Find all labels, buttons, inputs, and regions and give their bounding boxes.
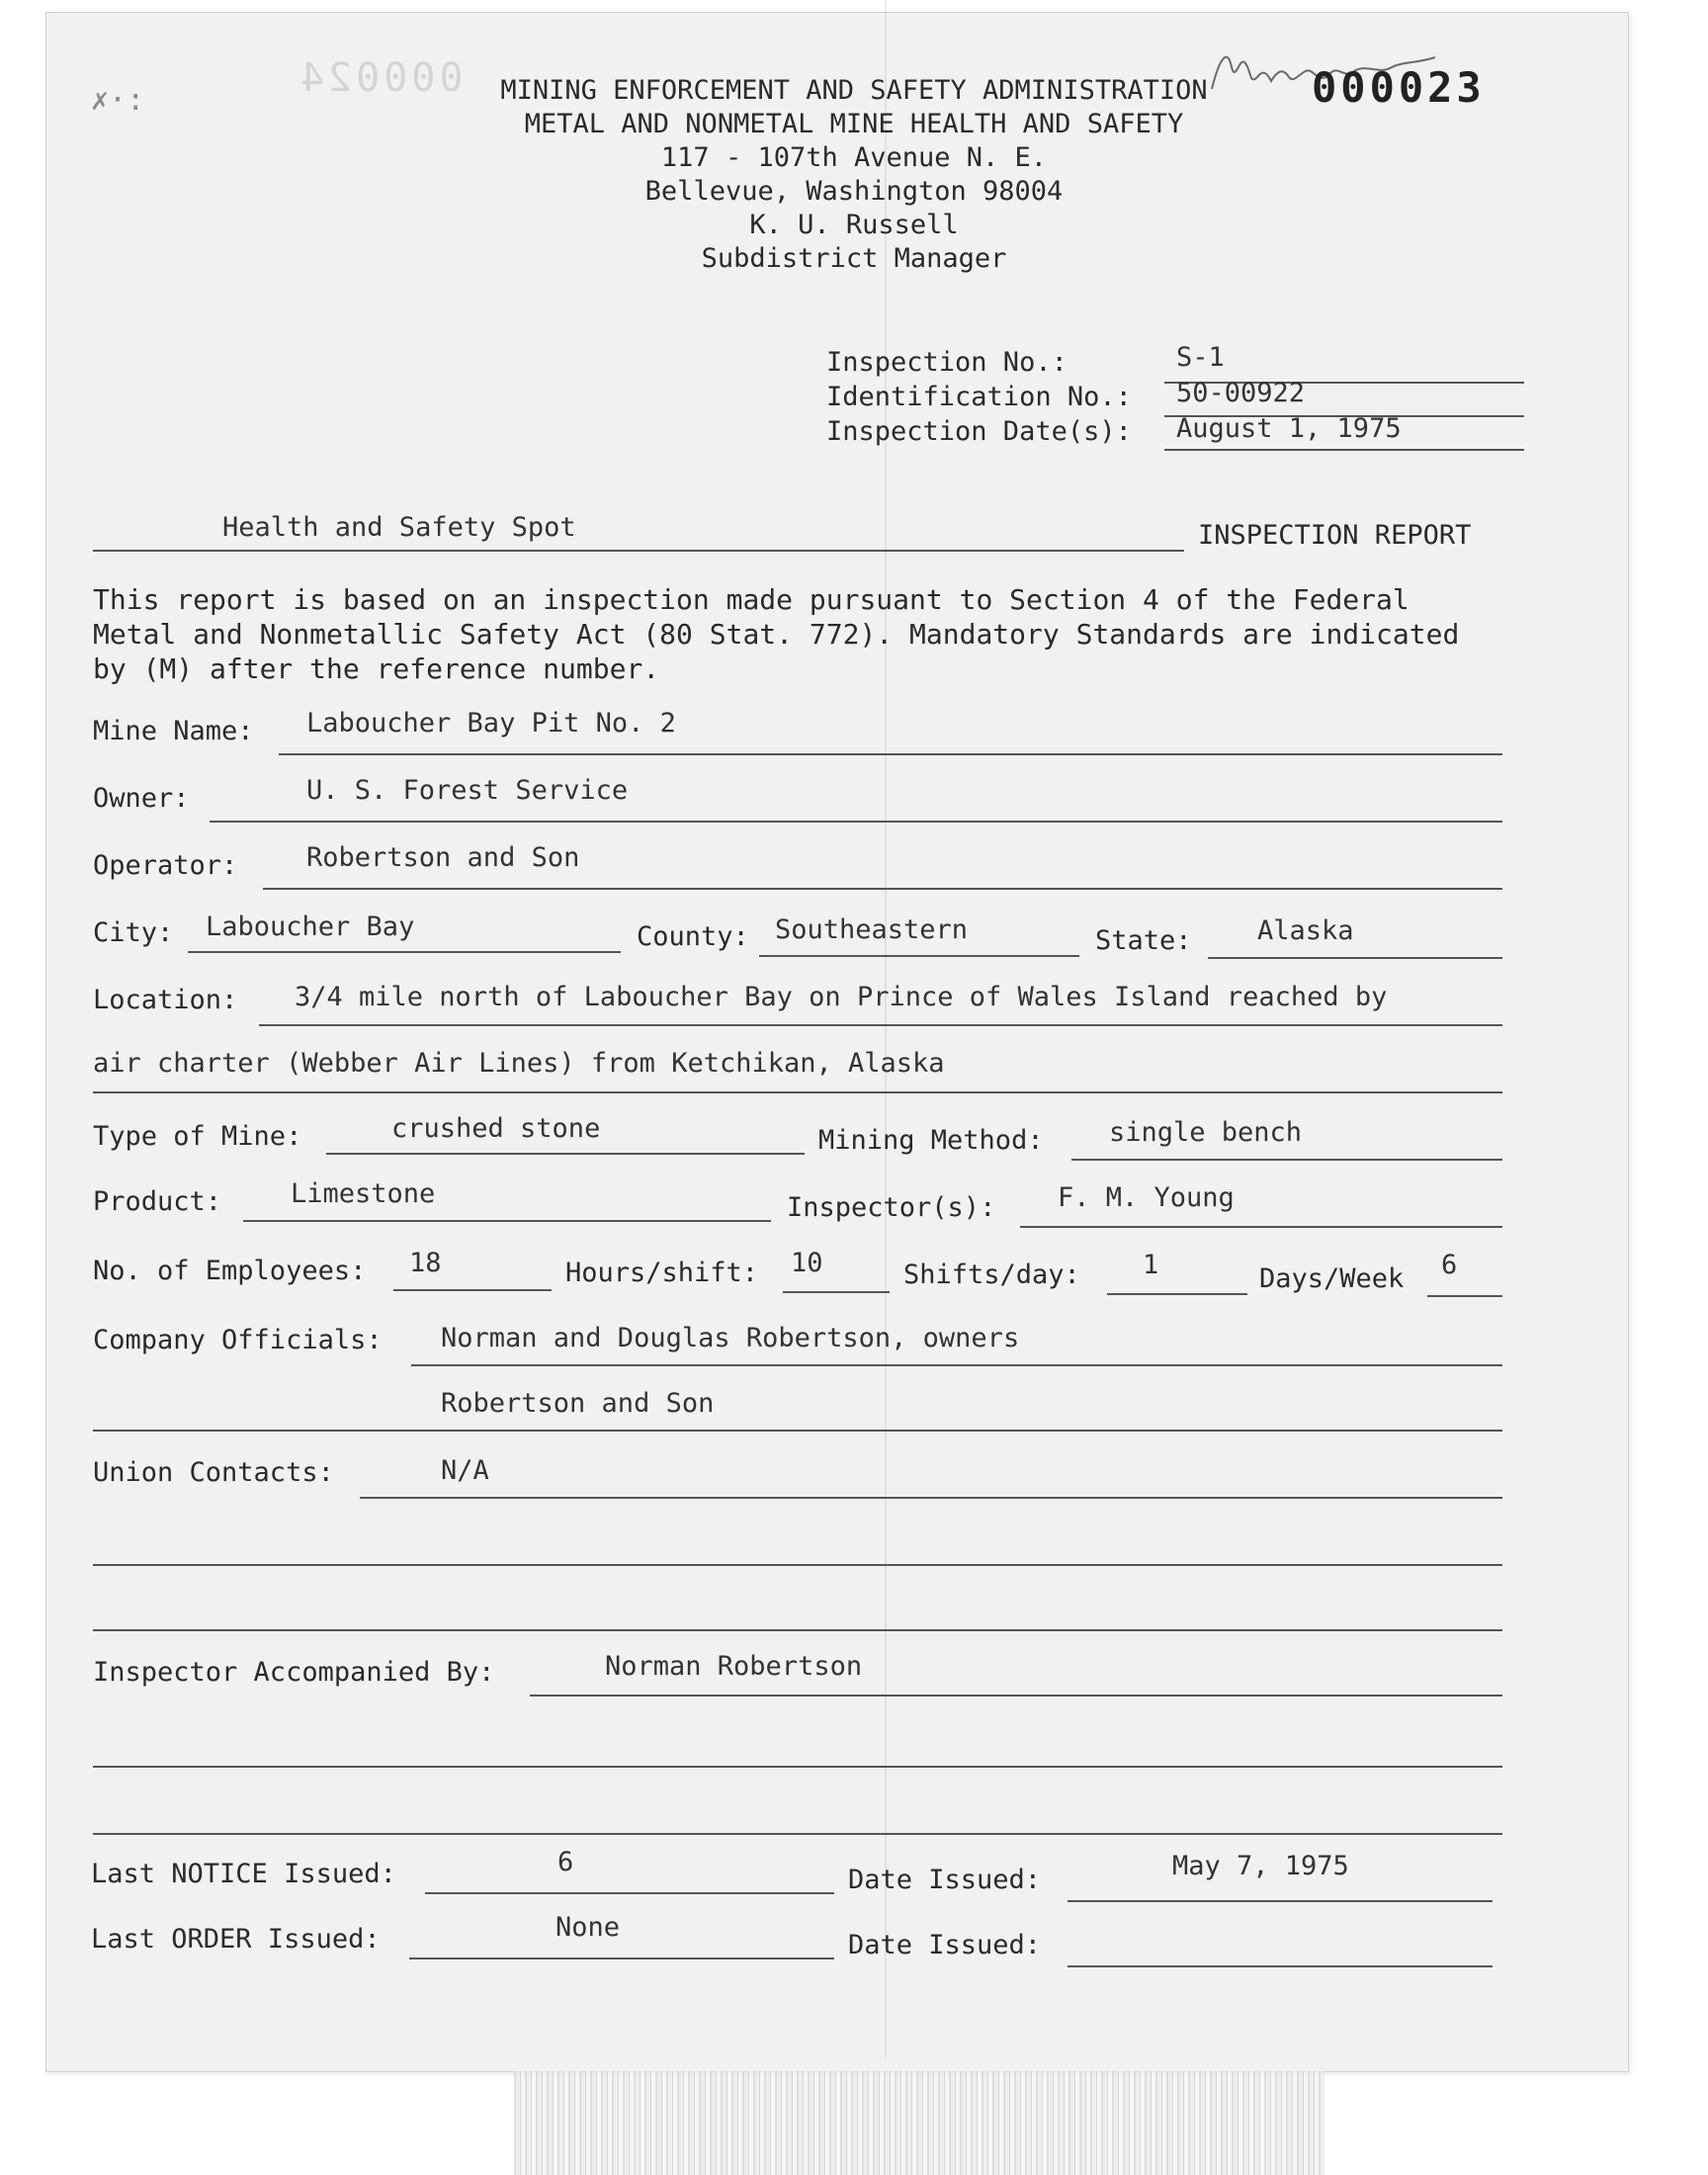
agency-title: MINING ENFORCEMENT AND SAFETY ADMINISTRATION (500, 75, 1208, 106)
document-number-stamp: 000023 (1312, 63, 1486, 112)
county-line (759, 955, 1079, 957)
mine-name-label: Mine Name: (93, 716, 254, 746)
days-line (1427, 1295, 1502, 1297)
order-date-label: Date Issued: (848, 1930, 1042, 1960)
days-label: Days/Week (1259, 1263, 1405, 1294)
owner-line (210, 821, 1502, 823)
inspection-dates-label: Inspection Date(s): (826, 416, 1132, 447)
address-line-2: Bellevue, Washington 98004 (644, 176, 1064, 207)
manager-name: K. U. Russell (749, 210, 959, 240)
employees-label: No. of Employees: (93, 1256, 367, 1286)
operator-value: Robertson and Son (306, 842, 580, 873)
mine-name-value: Laboucher Bay Pit No. 2 (306, 708, 676, 739)
page-fold-line (885, 0, 887, 2058)
inspectors-label: Inspector(s): (787, 1192, 996, 1223)
shifts-label: Shifts/day: (903, 1260, 1080, 1290)
union-label: Union Contacts: (93, 1457, 334, 1488)
accompanied-label: Inspector Accompanied By: (93, 1657, 495, 1688)
division-title: METAL AND NONMETAL MINE HEALTH AND SAFETY (524, 109, 1184, 139)
state-line (1208, 957, 1502, 959)
location-value-line-1: 3/4 mile north of Laboucher Bay on Prince of Wales Island reached by (295, 982, 1388, 1012)
accompanied-line-1 (530, 1695, 1502, 1696)
notice-date-line (1068, 1900, 1493, 1902)
officials-value-line-2: Robertson and Son (441, 1388, 715, 1419)
manager-title: Subdistrict Manager (701, 243, 1007, 274)
employees-line (393, 1289, 552, 1291)
product-label: Product: (93, 1186, 222, 1217)
last-notice-label: Last NOTICE Issued: (91, 1859, 396, 1889)
officials-line-1 (411, 1364, 1502, 1366)
location-line-1 (259, 1024, 1502, 1026)
ghost-number-stamp: 000024 (297, 55, 464, 101)
hours-label: Hours/shift: (565, 1258, 759, 1288)
inspection-dates-line (1164, 449, 1524, 451)
identification-no-value: 50-00922 (1176, 378, 1306, 408)
accompanied-value: Norman Robertson (605, 1651, 863, 1682)
union-line-3 (93, 1629, 1502, 1631)
location-label: Location: (93, 985, 238, 1015)
officials-label: Company Officials: (93, 1325, 383, 1355)
report-type-line (93, 550, 1184, 552)
shifts-value: 1 (1143, 1250, 1159, 1280)
city-line (188, 951, 621, 953)
identification-no-label: Identification No.: (826, 382, 1132, 412)
order-date-line (1068, 1965, 1493, 1967)
intro-paragraph: This report is based on an inspection made pursuant to Section 4 of the Federal Metal and Nonmetallic Safety Act (80 Stat. 772). Mandatory Standards are indicated by (M) after the reference number. (93, 583, 1460, 685)
location-line-2 (93, 1091, 1502, 1093)
county-label: County: (637, 921, 749, 952)
county-value: Southeastern (775, 914, 969, 945)
state-value: Alaska (1257, 915, 1354, 946)
hours-value: 10 (791, 1248, 823, 1278)
last-order-line (409, 1958, 834, 1959)
city-label: City: (93, 917, 174, 948)
employees-value: 18 (409, 1248, 442, 1278)
handwritten-mark: ✗·: (91, 83, 145, 118)
inspectors-value: F. M. Young (1058, 1182, 1235, 1213)
report-label: INSPECTION REPORT (1198, 520, 1472, 551)
inspection-no-value: S-1 (1176, 342, 1225, 373)
notice-date-label: Date Issued: (848, 1865, 1042, 1895)
union-line-1 (360, 1497, 1502, 1499)
type-of-mine-line (326, 1153, 805, 1155)
shifts-line (1107, 1293, 1247, 1295)
days-value: 6 (1441, 1250, 1458, 1280)
union-line-2 (93, 1564, 1502, 1566)
mining-method-value: single bench (1109, 1117, 1303, 1148)
inspection-no-label: Inspection No.: (826, 347, 1068, 378)
accompanied-line-3 (93, 1833, 1502, 1835)
mining-method-line (1071, 1159, 1502, 1161)
mining-method-label: Mining Method: (818, 1125, 1044, 1156)
notice-date-value: May 7, 1975 (1172, 1851, 1349, 1881)
type-of-mine-label: Type of Mine: (93, 1121, 302, 1152)
last-notice-line (425, 1892, 834, 1894)
operator-label: Operator: (93, 850, 238, 881)
last-order-label: Last ORDER Issued: (91, 1924, 381, 1955)
address-line-1: 117 - 107th Avenue N. E. (660, 142, 1048, 173)
inspection-dates-value: August 1, 1975 (1176, 413, 1402, 444)
type-of-mine-value: crushed stone (391, 1113, 601, 1144)
officials-line-2 (93, 1430, 1502, 1432)
officials-value-line-1: Norman and Douglas Robertson, owners (441, 1323, 1020, 1353)
state-label: State: (1095, 925, 1192, 956)
city-value: Laboucher Bay (206, 912, 415, 942)
union-value: N/A (441, 1455, 489, 1486)
product-line (243, 1220, 771, 1222)
accompanied-line-2 (93, 1766, 1502, 1768)
inspectors-line (1020, 1226, 1502, 1228)
document-page (45, 12, 1629, 2072)
scan-edge-artifact (514, 2071, 1324, 2175)
report-type-value: Health and Safety Spot (222, 512, 576, 543)
mine-name-line (279, 753, 1502, 755)
last-notice-value: 6 (557, 1847, 574, 1877)
owner-value: U. S. Forest Service (306, 775, 629, 806)
hours-line (783, 1291, 890, 1293)
product-value: Limestone (291, 1178, 436, 1209)
location-value-line-2: air charter (Webber Air Lines) from Ketchikan, Alaska (93, 1048, 945, 1079)
operator-line (263, 888, 1502, 890)
owner-label: Owner: (93, 783, 190, 814)
last-order-value: None (555, 1912, 621, 1943)
